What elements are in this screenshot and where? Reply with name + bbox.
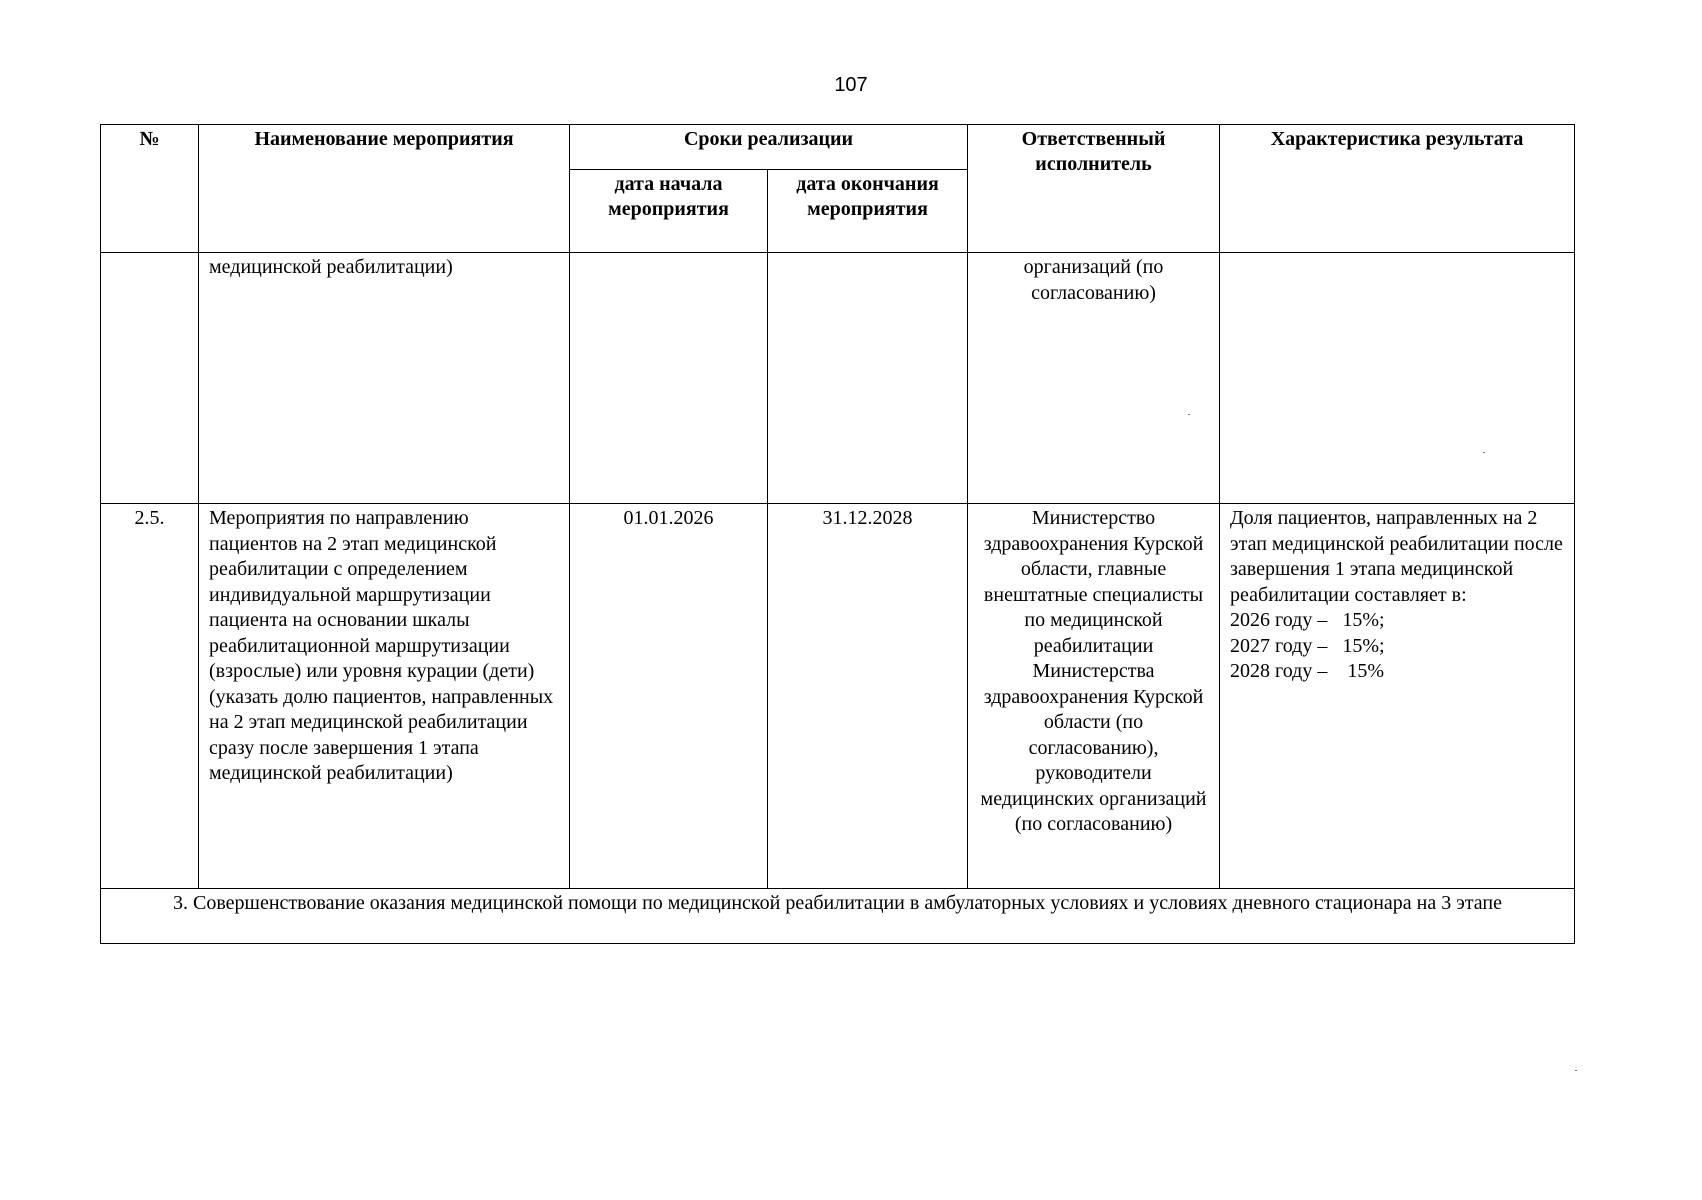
cell-name: Мероприятия по направлению пациентов на 2 этап медицинской реабилитации с определением индивидуальной маршрутизации пациента на основании шкалы реабилитационной маршрутизации (взрослые) или уровня курации (дети) (указать долю пациентов, направленных на 2 этап медицинской реабилитации сразу после завершения 1 этапа медицинской реабилитации) — [199, 504, 570, 889]
cell-end-date — [768, 253, 968, 504]
table-row — [101, 253, 1575, 504]
header-name: Наименование мероприятия — [199, 125, 570, 253]
header-terms: Сроки реализации — [570, 125, 968, 170]
section-title: 3. Совершенствование оказания медицинской помощи по медицинской реабилитации в амбулаторных условиях и условиях дневного стационара на 3 этапе — [101, 889, 1575, 944]
activities-table — [100, 124, 1575, 944]
cell-executor: Министерство здравоохранения Курской области, главные внештатные специалисты по медицинской реабилитации Министерства здравоохранения Курской области (по согласованию), руководители медицинских организаций (по согласованию) — [968, 504, 1220, 889]
cell-start-date: 01.01.2026 — [570, 504, 768, 889]
cell-result — [1220, 253, 1575, 504]
cell-num: 2.5. — [101, 504, 199, 889]
scan-speck — [1188, 414, 1190, 415]
table-row — [101, 504, 1575, 889]
cell-num — [101, 253, 199, 504]
cell-name: медицинской реабилитации) — [199, 253, 570, 504]
header-end-date: дата окончания мероприятия — [768, 170, 968, 253]
page-number: 107 — [834, 74, 868, 96]
section-row — [101, 889, 1575, 944]
cell-result — [1220, 504, 1575, 889]
scan-speck — [1575, 1070, 1577, 1071]
header-executor: Ответственный исполнитель — [968, 125, 1220, 253]
result-intro: Доля пациентов, направленных на 2 этап медицинской реабилитации после завершения 1 этапа медицинской реабилитации составляет в: — [1230, 507, 1563, 606]
cell-start-date — [570, 253, 768, 504]
header-result: Характеристика результата — [1220, 125, 1575, 253]
header-row-1 — [101, 125, 1575, 170]
cell-executor: организаций (по согласованию) — [968, 253, 1220, 504]
result-year-2028: 2028 году – 15% — [1230, 660, 1384, 682]
result-year-2026: 2026 году – 15%; — [1230, 609, 1385, 631]
cell-end-date: 31.12.2028 — [768, 504, 968, 889]
header-num: № — [101, 125, 199, 253]
result-year-2027: 2027 году – 15%; — [1230, 634, 1385, 657]
scan-speck — [1483, 452, 1485, 453]
header-start-date: дата начала мероприятия — [570, 170, 768, 253]
